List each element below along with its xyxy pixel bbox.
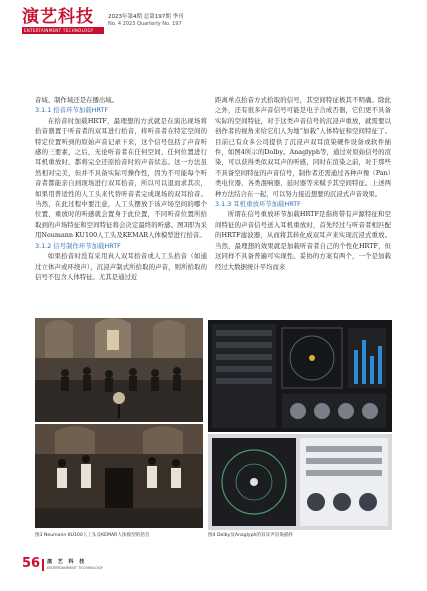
plugin-ui-illustration — [208, 320, 392, 530]
body-paragraph: 如果拾音时没有采用真人双耳拾音或人工头拾音（如通过立体声或环绕声），沉浸声制式所拾取的声音，则所拾取的信号不包含人体特征。尤其是通过近 — [35, 252, 207, 281]
section-heading: 3.1.2 信号制作环节加载HRTF — [35, 241, 121, 250]
body-paragraph: 所谓在信号重放环节加载HRTF是指将带有声源特征和空间特征的声音信号送入耳机重放时，首先经过与听音者相匹配的HRTF滤波器，从而将其转化成双耳声来实现沉浸式重放。当然，最理想的效果就是加载听音者自己的个性化HRTF，但这同样不具备普遍可实现性。妥协的方案有两个，一个是加载经过大数据统计平均而来 — [215, 210, 391, 271]
footer-brand-cn: 演 艺 科 技 — [47, 559, 87, 565]
logo-title: 演艺科技 — [22, 7, 94, 27]
issue-info-cn: 2023年第4期 总第197期 季刊 — [108, 14, 184, 20]
page-footer — [22, 556, 142, 576]
figure-4-plugin-screenshots — [208, 320, 392, 530]
body-paragraph: 在拾音时加载HRTF，最理想的方式就是在演出现场将拾音器置于听音者的双耳进行拾音，将听音者在特定空间的特定位置听到的原始声音记录下来，这个信号包括了声音听感的三要素，之后，无论听音者在任何空间、任何位置进行耳机重放时，都将完全还原拾音时的声音状态。这一方法虽然相对完美，但并不具备实际可操作性，因为不可能每个听音者都能亲自到现场进行双耳拾音，所以可以退而求其次，如果用普适性的人工头来代替听音者完成现场的双耳拾音。当然，在此过程中要注意，人工头摆放于该声场空间的哪个位置，重放时的听感就会置身于此位置，不同听音位置所拾取到的声场特征和空间特征将会决定最终的听感。图3即为采用Neumann KU100人工头及KEMAR人体模型进行拾音。 — [35, 116, 207, 240]
page-number: 56 — [22, 556, 41, 571]
figure-3-caption: 图3 Neumann KU100人工头及KEMAR人体模型的拾音 — [35, 533, 150, 538]
right-text-column — [215, 95, 391, 272]
body-paragraph: 音域、制作域还是在播出域。 — [35, 96, 119, 104]
journal-logo — [22, 8, 104, 36]
figure-3-photo — [35, 318, 203, 528]
section-heading: 3.1.1 拾音环节加载HRTF — [35, 106, 108, 115]
page-header — [22, 8, 412, 42]
left-text-column — [35, 95, 207, 282]
logo-subtitle: ENTERTAINMENT TECHNOLOGY — [22, 27, 104, 34]
section-heading: 3.1.3 耳机重放环节加载HRTF — [215, 200, 301, 209]
footer-brand-en: ENTERTAINMENT TECHNOLOGY — [47, 566, 103, 570]
footer-divider — [42, 559, 44, 571]
recording-session-illustration — [35, 318, 203, 528]
figure-4-caption: 图4 Dolby及Anaglyph的双耳声渲染插件 — [208, 533, 294, 538]
issue-info-en: No. 4 2023 Quarterly No. 197 — [108, 21, 182, 27]
body-paragraph: 距离单点拾音方式拾取的信号，其空间特征极其不明确。除此之外，还有很多声音信号可能是电子合成否器，它们更不具备实际的空间特征，对于这类声音信号的沉浸声重放，就需要以创作者的视角来给它们人为地“加载”人体特征和空间特征了。目前已有众多公司提供了沉浸声双耳渲染硬件设备或软件插件，如图4所示的Dolby。Anaglyph等，通过对原始信号的渲染，可以获得类似双耳声的听感，同时在渲染之前，对于那些不具备空间特征的声音信号，制作者还需通过各种声像（Pan）类电位器、各类混响器、延时器等来赋予其空间特征。上述两种方法结合在一起，可以努力接近想要的沉浸式声音效果。 — [215, 96, 391, 198]
